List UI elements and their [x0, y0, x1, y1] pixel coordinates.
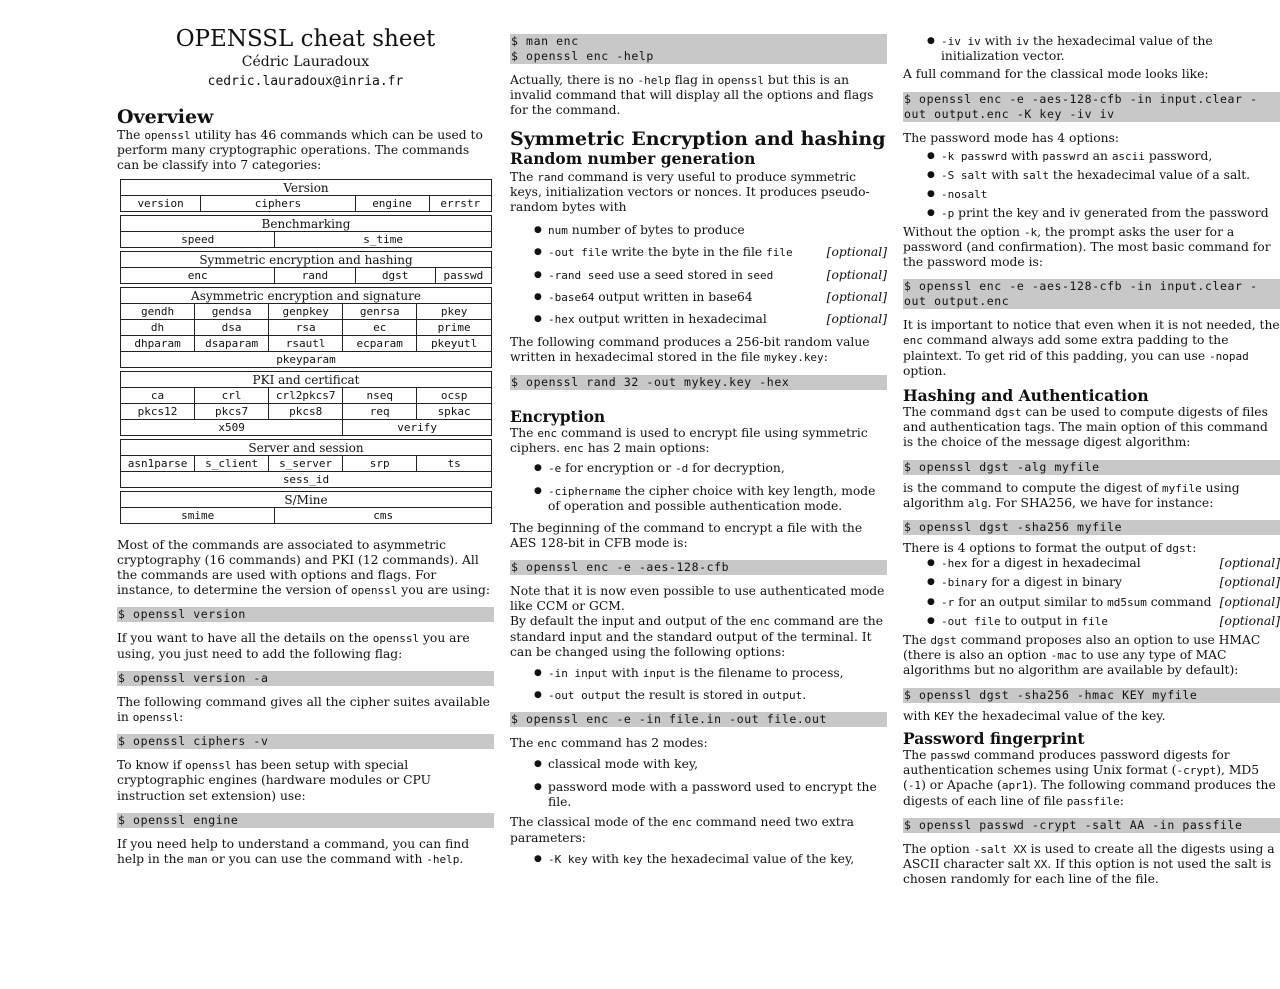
- padding-note: It is important to notice that even when it is not needed, the enc command always add some extra padding to the plaintext. To get rid of this padding, you can use -nopad option.: [903, 318, 1280, 378]
- overview-p3: If you want to have all the details on the openssl you are using, you just need to add the following flag:: [117, 631, 470, 661]
- list-item: ● -out file to output in file [optional]: [903, 614, 1280, 629]
- command-cell: passwd: [435, 267, 491, 283]
- list-item: ● -hex for a digest in hexadecimal [optional]: [903, 556, 1280, 571]
- command-cell: nseq: [343, 387, 417, 403]
- author-email: cedric.lauradoux@inria.fr: [207, 74, 404, 89]
- command-cell: gendh: [121, 303, 195, 319]
- enc-p3a: Note that it is now even possible to use authenticated mode like CCM or GCM.: [510, 584, 885, 614]
- category-table: [120, 287, 492, 368]
- category-name: Asymmetric encryption and signature: [121, 287, 492, 303]
- command-cell: pkcs12: [121, 403, 195, 419]
- format-note: There is 4 options to format the output of dgst:: [903, 541, 1197, 556]
- command-cell: dsaparam: [195, 335, 269, 351]
- mode-list: [510, 757, 887, 811]
- rng-heading: Random number generation: [510, 148, 756, 168]
- help-note: Actually, there is no -help flag in openssl but this is an invalid command that will display all the options and flags for the command.: [510, 73, 874, 118]
- command-cell: ecparam: [343, 335, 417, 351]
- cmd-hmac: $ openssl dgst -sha256 -hmac KEY myfile: [903, 688, 1280, 703]
- symmetric-heading: Symmetric Encryption and hashing: [510, 127, 886, 150]
- command-cell: engine: [355, 195, 429, 211]
- command-cell: gendsa: [195, 303, 269, 319]
- command-cell: x509: [121, 419, 343, 435]
- list-item: ● -nosalt: [903, 187, 1280, 202]
- rng-options: [510, 223, 887, 327]
- command-cell: pkey: [417, 303, 492, 319]
- cmd-enc-file: $ openssl enc -e -in file.in -out file.out: [510, 712, 887, 727]
- cmd-engine: $ openssl engine: [117, 813, 494, 828]
- category-tables: [117, 179, 494, 524]
- enc-modes: The enc command has 2 modes:: [510, 736, 708, 751]
- command-cell: prime: [417, 319, 492, 335]
- command-cell: cms: [275, 507, 492, 523]
- rng-intro: The rand command is very useful to produce symmetric keys, initialization vectors or nonces. It produces pseudo-random bytes with: [510, 169, 870, 215]
- list-item: ● -base64 output written in base64 [optional]: [510, 290, 887, 305]
- iv-option: [903, 34, 1280, 64]
- column-2: [510, 0, 887, 867]
- list-item: ● -in input with input is the filename to process,: [510, 666, 887, 681]
- enc-options: [510, 461, 887, 515]
- list-item: ● -K key with key the hexadecimal value of the key,: [510, 852, 887, 867]
- overview-intro: The openssl utility has 46 commands which can be used to perform many cryptographic operations. The commands can be classify into 7 categories:: [117, 128, 483, 173]
- command-cell: ciphers: [201, 195, 355, 211]
- category-name: Symmetric encryption and hashing: [121, 251, 492, 267]
- command-cell: pkcs7: [195, 403, 269, 419]
- cmd-version: $ openssl version: [117, 607, 494, 622]
- cmd-basic: $ openssl enc -e -aes-128-cfb -in input.clear -out output.enc: [903, 279, 1280, 309]
- encryption-heading: Encryption: [510, 406, 606, 426]
- classical-options: [510, 852, 887, 867]
- category-name: Server and session: [121, 439, 492, 455]
- command-cell: genpkey: [269, 303, 343, 319]
- command-cell: req: [343, 403, 417, 419]
- command-cell: speed: [121, 231, 275, 247]
- command-cell: ocsp: [417, 387, 492, 403]
- category-table: [120, 439, 492, 488]
- key-note: with KEY the hexadecimal value of the key.: [903, 708, 1166, 723]
- enc-intro: The enc command is used to encrypt file using symmetric ciphers. enc has 2 main options:: [510, 425, 868, 455]
- command-cell: dgst: [355, 267, 435, 283]
- list-item: ● num number of bytes to produce: [510, 223, 887, 238]
- list-item: ● password mode with a password used to encrypt the file.: [510, 780, 887, 810]
- category-name: Benchmarking: [121, 215, 492, 231]
- category-name: PKI and certificat: [121, 371, 492, 387]
- command-cell: ts: [417, 455, 492, 471]
- list-item: ● -k passwrd with passwrd an ascii password,: [903, 149, 1280, 164]
- command-cell: spkac: [417, 403, 492, 419]
- command-cell: pkcs8: [269, 403, 343, 419]
- category-name: S/Mine: [121, 491, 492, 507]
- cmd-full: $ openssl enc -e -aes-128-cfb -in input.clear -out output.enc -K key -iv iv: [903, 92, 1280, 122]
- list-item: ● -out output the result is stored in output.: [510, 688, 887, 703]
- list-item: ● -ciphername the cipher choice with key length, mode of operation and possible authentication mode.: [510, 484, 887, 514]
- title-block: [117, 0, 494, 93]
- overview-p5: To know if openssl has been setup with special cryptographic engines (hardware modules or CPU instruction set extension) use:: [117, 758, 431, 803]
- cmd-dgst: $ openssl dgst -alg myfile: [903, 460, 1280, 475]
- command-cell: genrsa: [343, 303, 417, 319]
- list-item: ● -p print the key and iv generated from the password: [903, 206, 1280, 221]
- list-item: ● -iv iv with iv the hexadecimal value of the initialization vector.: [903, 34, 1280, 64]
- enc-p3b: By default the input and output of the enc command are the standard input and the standard output of the terminal. It can be changed using the following options:: [510, 614, 883, 659]
- hmac-note: The dgst command proposes also an option to use HMAC (there is also an option -mac to use any type of MAC algorithms but no algorithm are available by default):: [903, 633, 1261, 678]
- password-mode-note: The password mode has 4 options:: [903, 130, 1119, 145]
- category-name: Version: [121, 179, 492, 195]
- salt-note: The option -salt XX is used to create all the digests using a ASCII character salt XX. If this option is not used the salt is chosen randomly for each line of the file.: [903, 841, 1275, 887]
- command-cell: s_client: [195, 455, 269, 471]
- category-table: [120, 491, 492, 524]
- cmd-man-enc: $ man enc $ openssl enc -help: [510, 34, 887, 64]
- command-cell: verify: [343, 419, 492, 435]
- hashing-intro: The command dgst can be used to compute digests of files and authentication tags. The main option of this command is the choice of the message digest algorithm:: [903, 405, 1268, 450]
- password-options: [903, 149, 1280, 222]
- format-options: [903, 556, 1280, 629]
- command-cell: sess_id: [121, 471, 492, 487]
- command-cell: ca: [121, 387, 195, 403]
- document-title: OPENSSL cheat sheet: [175, 26, 436, 52]
- list-item: ● -S salt with salt the hexadecimal value of a salt.: [903, 168, 1280, 183]
- overview-p2: Most of the commands are associated to asymmetric cryptography (16 commands) and PKI (12 commands). All the commands are used with options and flags. For instance, to determine the version of openssl you are using:: [117, 537, 490, 598]
- category-table: [120, 371, 492, 436]
- list-item: ● -rand seed use a seed stored in seed [optional]: [510, 268, 887, 283]
- list-item: ● -binary for a digest in binary [optional]: [903, 575, 1280, 590]
- classical-params: The classical mode of the enc command need two extra parameters:: [510, 815, 854, 845]
- io-options: [510, 666, 887, 703]
- full-command-note: A full command for the classical mode looks like:: [903, 67, 1209, 82]
- command-cell: asn1parse: [121, 455, 195, 471]
- command-cell: ec: [343, 319, 417, 335]
- command-cell: version: [121, 195, 201, 211]
- document-author: Cédric Lauradoux: [241, 54, 370, 70]
- command-cell: errstr: [429, 195, 491, 211]
- cmd-sha256: $ openssl dgst -sha256 myfile: [903, 520, 1280, 535]
- list-item: ● -r for an output similar to md5sum command [optional]: [903, 595, 1280, 610]
- command-cell: enc: [121, 267, 275, 283]
- category-table: [120, 179, 492, 212]
- category-table: [120, 215, 492, 248]
- dgst-note: is the command to compute the digest of myfile using algorithm alg. For SHA256, we have for instance:: [903, 480, 1240, 510]
- cmd-enc-cfb: $ openssl enc -e -aes-128-cfb: [510, 560, 887, 575]
- category-table: [120, 251, 492, 284]
- command-cell: smime: [121, 507, 275, 523]
- hashing-heading: Hashing and Authentication: [903, 386, 1149, 406]
- without-k-note: Without the option -k, the prompt asks the user for a password (and confirmation). The most basic command for the password mode is:: [903, 224, 1271, 270]
- enc-p2: The beginning of the command to encrypt a file with the AES 128-bit in CFB mode is:: [510, 520, 863, 550]
- column-3: [903, 0, 1280, 887]
- overview-heading: Overview: [117, 106, 214, 128]
- command-cell: pkeyparam: [121, 351, 492, 367]
- command-cell: dsa: [195, 319, 269, 335]
- command-cell: s_time: [275, 231, 492, 247]
- fingerprint-heading: Password fingerprint: [903, 728, 1085, 748]
- command-cell: pkeyutl: [417, 335, 492, 351]
- cmd-ciphers: $ openssl ciphers -v: [117, 734, 494, 749]
- list-item: ● classical mode with key,: [510, 757, 887, 772]
- command-cell: dhparam: [121, 335, 195, 351]
- cmd-passwd: $ openssl passwd -crypt -salt AA -in passfile: [903, 818, 1280, 833]
- command-cell: rand: [275, 267, 355, 283]
- fingerprint-intro: The passwd command produces password digests for authentication schemes using Unix format (-crypt), MD5 (-1) or Apache (apr1). The following command produces the digests of each line of file passfile:: [903, 747, 1276, 808]
- rng-p2: The following command produces a 256-bit random value written in hexadecimal stored in the file mykey.key:: [510, 335, 870, 365]
- command-cell: rsautl: [269, 335, 343, 351]
- command-cell: rsa: [269, 319, 343, 335]
- list-item: ● -hex output written in hexadecimal [optional]: [510, 312, 887, 327]
- list-item: ● -e for encryption or -d for decryption,: [510, 461, 887, 476]
- overview-p4: The following command gives all the cipher suites available in openssl:: [117, 694, 490, 725]
- cmd-rand: $ openssl rand 32 -out mykey.key -hex: [510, 375, 887, 390]
- cmd-version-a: $ openssl version -a: [117, 671, 494, 686]
- command-cell: s_server: [269, 455, 343, 471]
- command-cell: srp: [343, 455, 417, 471]
- list-item: ● -out file write the byte in the file file [optional]: [510, 245, 887, 260]
- command-cell: crl2pkcs7: [269, 387, 343, 403]
- command-cell: crl: [195, 387, 269, 403]
- overview-p6: If you need help to understand a command, you can find help in the man or you can use the command with -help.: [117, 836, 470, 867]
- command-cell: dh: [121, 319, 195, 335]
- column-1: [117, 0, 494, 867]
